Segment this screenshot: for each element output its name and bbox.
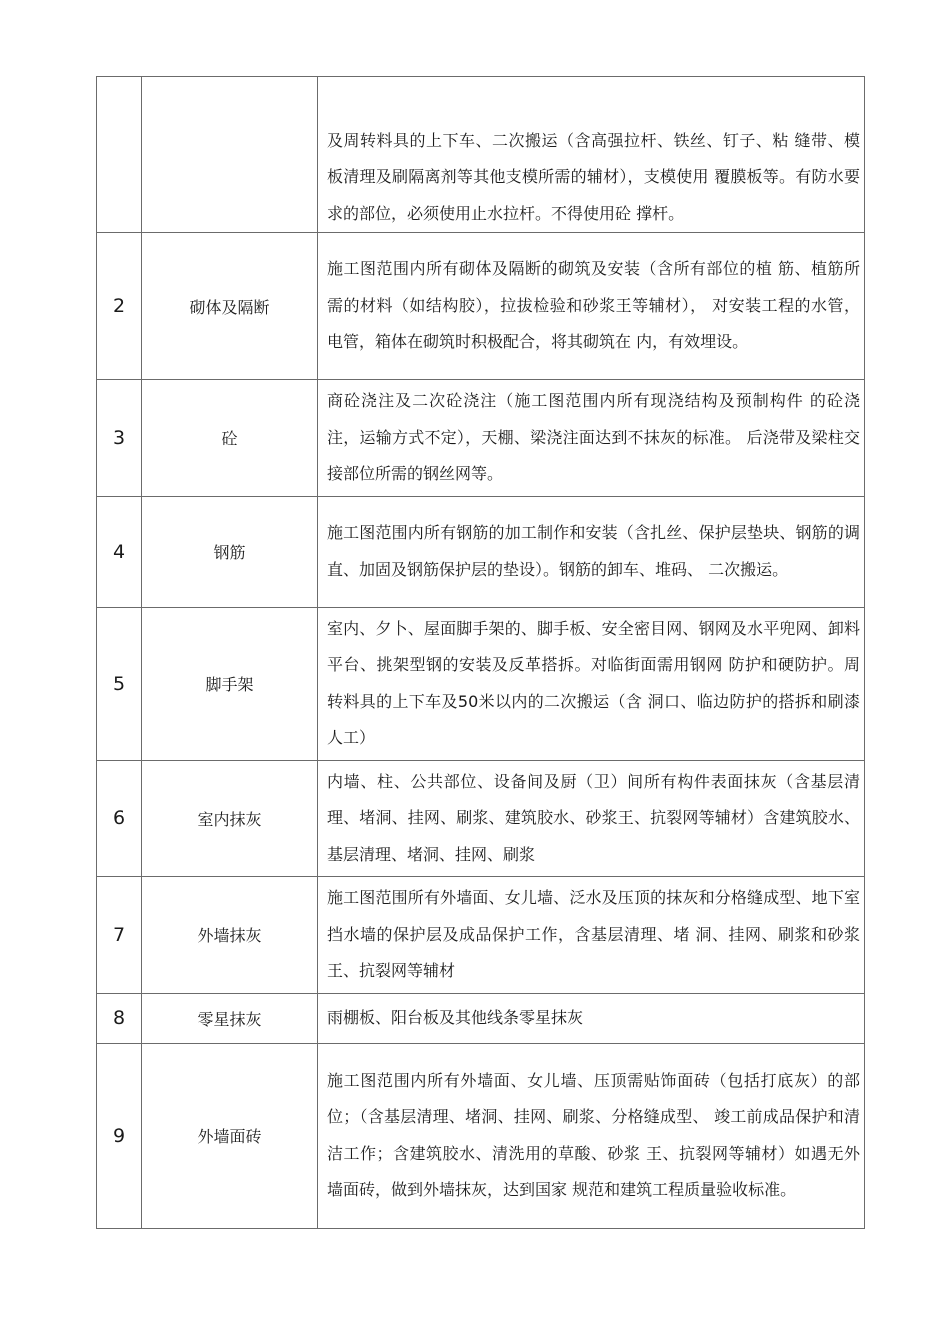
row-description: 施工图范围内所有钢筋的加工制作和安装（含扎丝、保护层垫块、钢筋的调直、加固及钢筋保护层的垫设）。钢筋的卸车、堆码、 二次搬运。 <box>318 496 865 607</box>
table-row <box>97 877 865 994</box>
row-number: 6 <box>97 760 142 877</box>
table-row <box>97 607 865 760</box>
row-description: 施工图范围所有外墙面、女儿墙、泛水及压顶的抹灰和分格缝成型、地下室挡水墙的保护层及成品保护工作，含基层清理、堵 洞、挂网、刷浆和砂浆王、抗裂网等辅材 <box>318 877 865 994</box>
row-item: 砌体及隔断 <box>142 233 318 380</box>
table-row <box>97 993 865 1043</box>
row-description: 内墙、柱、公共部位、设备间及厨（卫）间所有构件表面抹灰（含基层清理、堵洞、挂网、刷浆、建筑胶水、砂浆王、抗裂网等辅材）含建筑胶水、基层清理、堵洞、挂网、刷浆 <box>318 760 865 877</box>
row-number: 4 <box>97 496 142 607</box>
row-description: 商砼浇注及二次砼浇注（施工图范围内所有现浇结构及预制构件 的砼浇注，运输方式不定），天棚、梁浇注面达到不抹灰的标准。 后浇带及梁柱交接部位所需的钢丝网等。 <box>318 380 865 497</box>
row-number: 5 <box>97 607 142 760</box>
row-number: 9 <box>97 1043 142 1228</box>
row-description: 施工图范围内所有外墙面、女儿墙、压顶需贴饰面砖（包括打底灰）的部位；（含基层清理、堵洞、挂网、刷浆、分格缝成型、 竣工前成品保护和清洁工作；含建筑胶水、清洗用的草酸、砂浆 王、抗裂网等辅材）如遇无外墙面砖，做到外墙抹灰，达到国家 规范和建筑工程质量验收标准。 <box>318 1043 865 1228</box>
row-number: 8 <box>97 993 142 1043</box>
row-description: 雨棚板、阳台板及其他线条零星抹灰 <box>318 993 865 1043</box>
row-item: 钢筋 <box>142 496 318 607</box>
row-description: 施工图范围内所有砌体及隔断的砌筑及安装（含所有部位的植 筋、植筋所需的材料（如结构胶），拉拔检验和砂浆王等辅材）， 对安装工程的水管，电管，箱体在砌筑时积极配合，将其砌筑在 内，有效埋设。 <box>318 233 865 380</box>
table-row <box>97 77 865 233</box>
table-row <box>97 233 865 380</box>
row-item: 外墙抹灰 <box>142 877 318 994</box>
row-item: 零星抹灰 <box>142 993 318 1043</box>
row-description: 及周转料具的上下车、二次搬运（含高强拉杆、铁丝、钉子、粘 缝带、模板清理及刷隔离剂等其他支模所需的辅材），支模使用 覆膜板等。有防水要求的部位，必须使用止水拉杆。不得使用砼 撑杆。 <box>318 77 865 233</box>
table-row <box>97 760 865 877</box>
row-number: 7 <box>97 877 142 994</box>
row-number: 3 <box>97 380 142 497</box>
table-row <box>97 496 865 607</box>
row-number <box>97 77 142 233</box>
row-item: 室内抹灰 <box>142 760 318 877</box>
row-item <box>142 77 318 233</box>
table-row <box>97 1043 865 1228</box>
table-row <box>97 380 865 497</box>
row-item: 外墙面砖 <box>142 1043 318 1228</box>
row-number: 2 <box>97 233 142 380</box>
row-item: 脚手架 <box>142 607 318 760</box>
work-scope-table <box>96 76 865 1229</box>
row-item: 砼 <box>142 380 318 497</box>
row-description: 室内、夕卜、屋面脚手架的、脚手板、安全密目网、钢网及水平兜网、卸料平台、挑架型钢的安装及反革搭拆。对临街面需用钢网 防护和硬防护。周转料具的上下车及50米以内的二次搬运（含 洞口、临边防护的搭拆和刷漆人工） <box>318 607 865 760</box>
